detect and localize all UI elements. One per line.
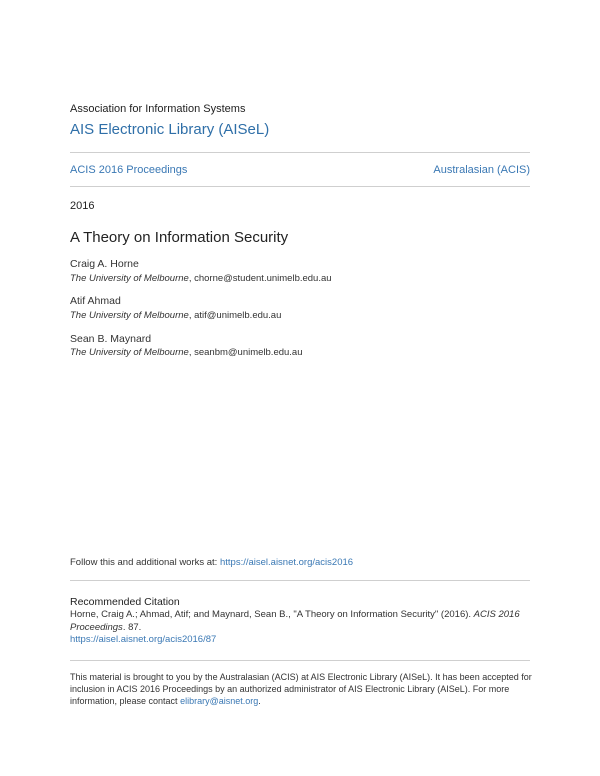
author-name: Craig A. Horne	[70, 258, 139, 270]
citation-url-link[interactable]: https://aisel.aisnet.org/acis2016/87	[70, 634, 217, 645]
author-email: chorne@student.unimelb.edu.au	[194, 273, 332, 284]
citation-heading: Recommended Citation	[70, 596, 180, 608]
divider-nav	[70, 186, 530, 187]
follow-url-link[interactable]: https://aisel.aisnet.org/acis2016	[219, 557, 354, 568]
author-affiliation: The University of Melbourne, seanbm@unimelb.edu.au	[70, 347, 303, 358]
author-affiliation: The University of Melbourne, chorne@student.unimelb.edu.au	[70, 273, 332, 284]
follow-line	[70, 557, 353, 568]
divider-top	[70, 152, 530, 153]
citation-body	[70, 609, 540, 647]
footer-text: This material is brought to you by the Australasian (ACIS) at AIS Electronic Library (AISeL). It has been accepted for inclusion in ACIS 2016 Proceedings by an authorized administrator of AIS Electronic Library (AISeL). For more information, please contact	[70, 672, 532, 706]
follow-text: Follow this and additional works at:	[70, 557, 220, 568]
author-email: atif@unimelb.edu.au	[194, 310, 282, 321]
library-name-link[interactable]: AIS Electronic Library (AISeL)	[70, 121, 270, 138]
footer-notice	[70, 671, 540, 707]
contact-email-link[interactable]: elibrary@aisnet.org	[180, 696, 259, 706]
author-email: seanbm@unimelb.edu.au	[194, 347, 303, 358]
author-university: The University of Melbourne	[70, 273, 189, 284]
author-university: The University of Melbourne	[70, 347, 189, 358]
citation-number: . 87.	[122, 621, 142, 633]
proceedings-link[interactable]: ACIS 2016 Proceedings	[70, 164, 188, 176]
paper-year: 2016	[70, 200, 95, 212]
org-name: Association for Information Systems	[70, 103, 246, 115]
region-link[interactable]: Australasian (ACIS)	[433, 164, 530, 176]
author-university: The University of Melbourne	[70, 310, 189, 321]
author-name: Sean B. Maynard	[70, 333, 152, 345]
paper-title: A Theory on Information Security	[70, 229, 289, 246]
author-name: Atif Ahmad	[70, 295, 121, 307]
divider-footer	[70, 660, 530, 661]
footer-end: .	[258, 696, 261, 706]
author-affiliation: The University of Melbourne, atif@unimelb.edu.au	[70, 310, 282, 321]
divider-citation	[70, 580, 530, 581]
citation-journal: ACIS 2016 Proceedings	[70, 609, 520, 633]
citation-text: Horne, Craig A.; Ahmad, Atif; and Maynard, Sean B., "A Theory on Information Security" (2016).	[70, 609, 474, 620]
